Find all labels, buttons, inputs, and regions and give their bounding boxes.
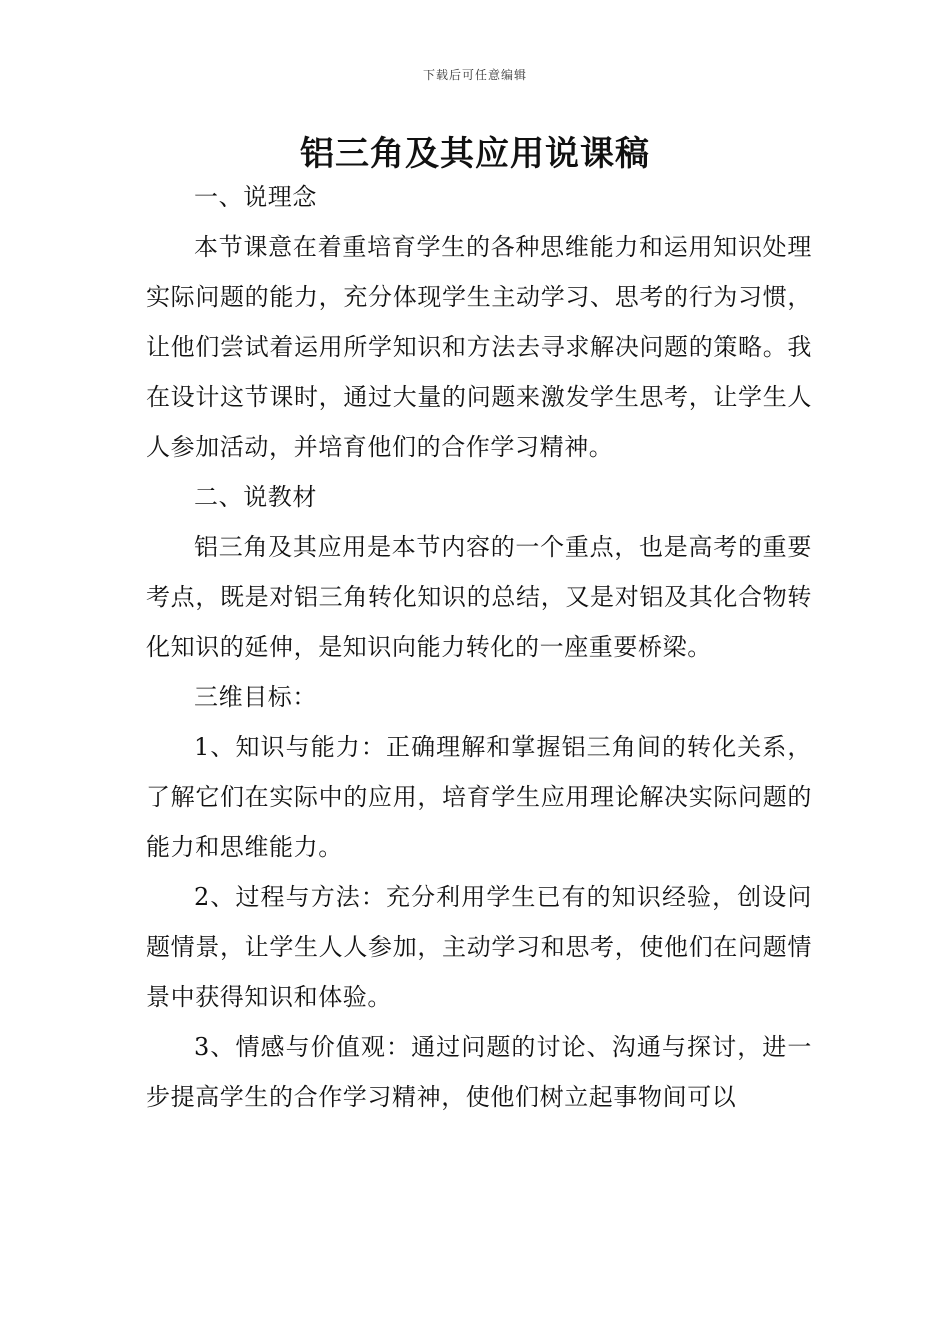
section-heading-concept: 一、说理念 bbox=[194, 183, 317, 211]
document-body bbox=[146, 172, 812, 1122]
section-heading-textbook: 二、说教材 bbox=[194, 483, 317, 511]
paragraph-objective-knowledge: 1、知识与能力：正确理解和掌握铝三角间的转化关系，了解它们在实际中的应用，培育学生应用理论解决实际问题的能力和思维能力。 bbox=[146, 733, 812, 861]
paragraph-concept: 本节课意在着重培育学生的各种思维能力和运用知识处理实际问题的能力，充分体现学生主动学习、思考的行为习惯，让他们尝试着运用所学知识和方法去寻求解决问题的策略。我在设计这节课时，通过大量的问题来激发学生思考，让学生人人参加活动，并培育他们的合作学习精神。 bbox=[146, 233, 812, 461]
header-note: 下载后可任意编辑 bbox=[422, 68, 527, 82]
paragraph-objective-process: 2、过程与方法：充分利用学生已有的知识经验，创设问题情景，让学生人人参加，主动学习和思考，使他们在问题情景中获得知识和体验。 bbox=[146, 883, 812, 1011]
paragraph-objective-emotion: 3、情感与价值观：通过问题的讨论、沟通与探讨，进一步提高学生的合作学习精神，使他们树立起事物间可以 bbox=[146, 1033, 812, 1111]
section-heading-objectives: 三维目标： bbox=[194, 683, 317, 711]
paragraph-textbook: 铝三角及其应用是本节内容的一个重点，也是高考的重要考点，既是对铝三角转化知识的总结，又是对铝及其化合物转化知识的延伸，是知识向能力转化的一座重要桥梁。 bbox=[146, 533, 812, 661]
document-title: 铝三角及其应用说课稿 bbox=[300, 134, 650, 174]
